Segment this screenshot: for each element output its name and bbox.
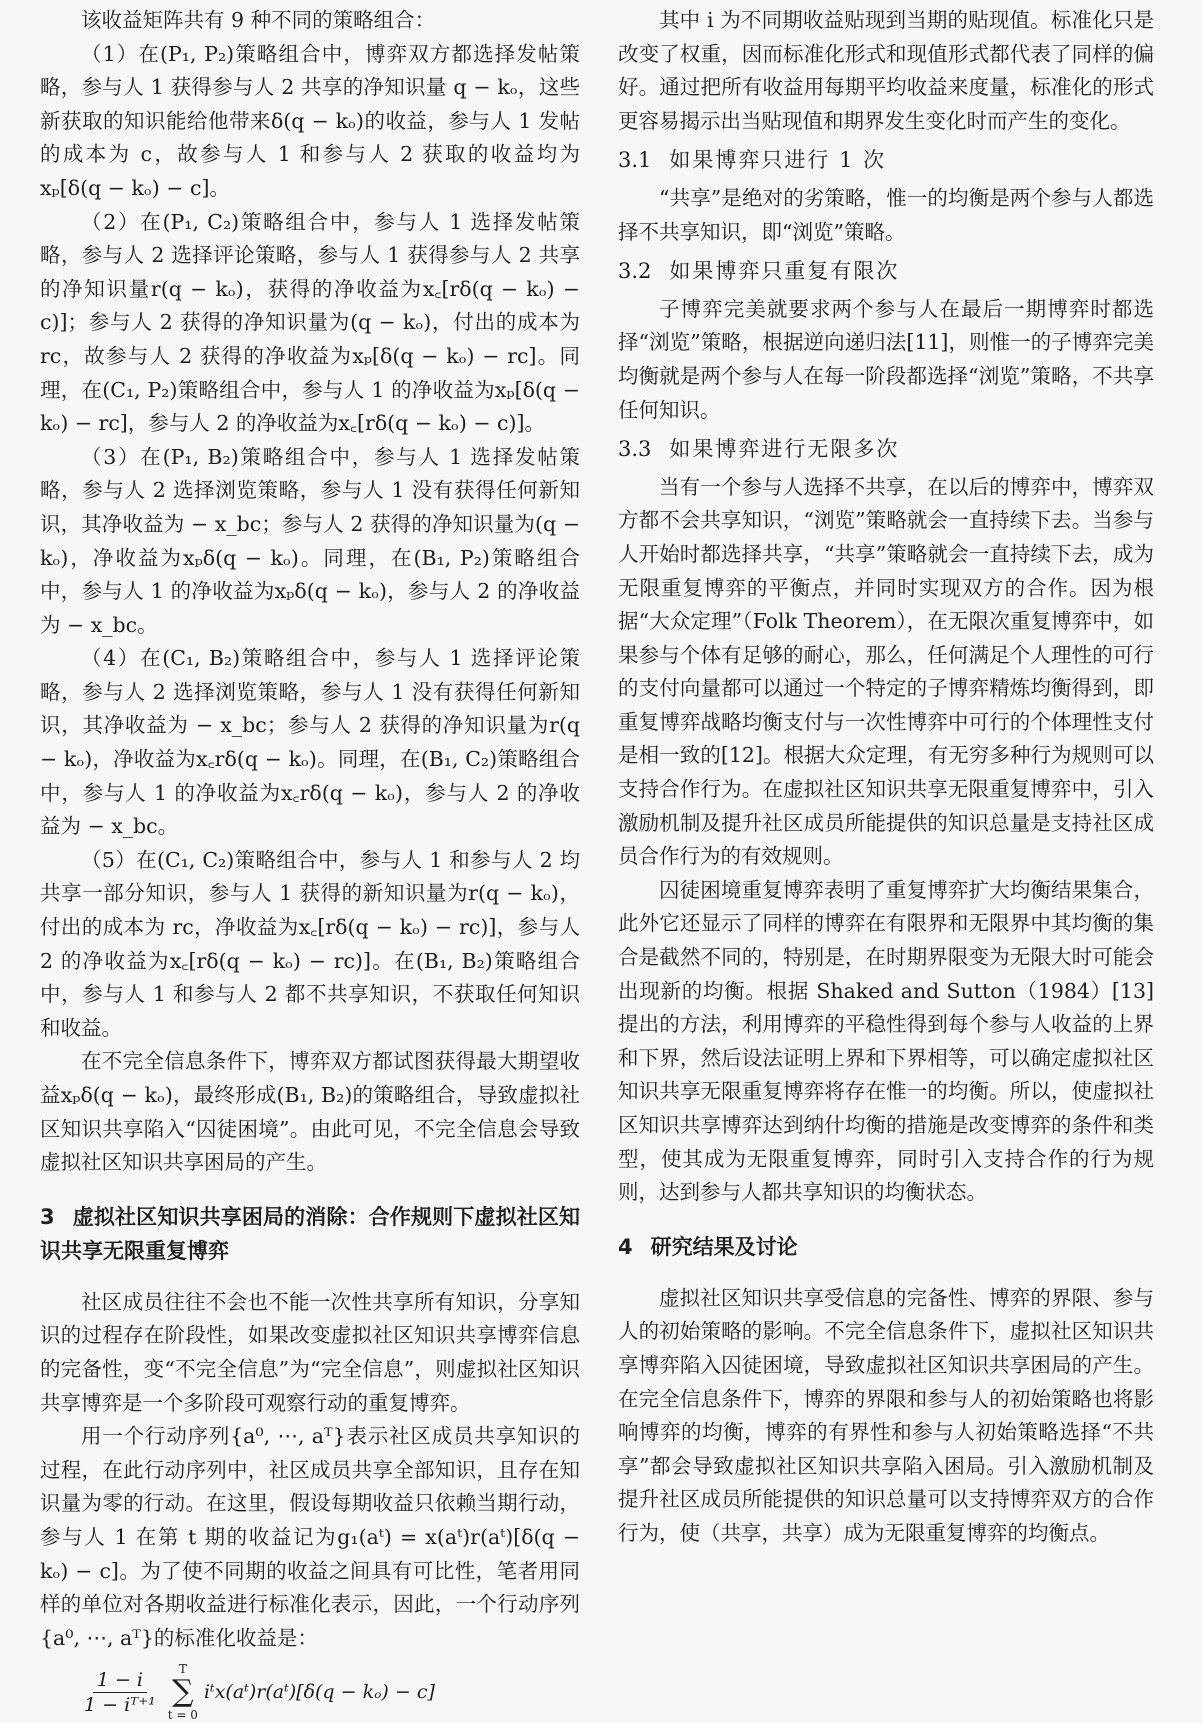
paragraph: （1）在(P₁, P₂)策略组合中，博弈双方都选择发帖策略，参与人 1 获得参与人 2 共享的净知识量 q − kₒ，这些新获取的知识能给他带来δ(q − kₒ)的收益，参与人 1 发帖的成本为 c，故参与人 1 和参与人 2 获取的收益均为xₚ[δ(q − kₒ) − c]。	[40, 41, 580, 200]
subsection-number: 3.1	[618, 148, 652, 173]
paragraph: 虚拟社区知识共享受信息的完备性、博弈的界限、参与人的初始策略的影响。不完全信息条件下，虚拟社区知识共享博弈陷入囚徒困境，导致虚拟社区知识共享困局的产生。在完全信息条件下，博弈的界限和参与人的初始策略也将影响博弈的均衡，博弈的有界性和参与人初始策略选择“不共享”都会导致虚拟社区知识共享陷入困局。引入激励机制及提升社区成员所能提供的知识总量可以支持博弈双方的合作行为，使（共享，共享）成为无限重复博弈的均衡点。	[618, 1285, 1154, 1545]
sum-upper-limit: T	[178, 1662, 187, 1677]
paragraph: （2）在(P₁, C₂)策略组合中，参与人 1 选择发帖策略，参与人 2 选择评论策略，参与人 1 获得参与人 2 共享的净知识量r(q − kₒ)，获得的净收益为x꜀[rδ(q − kₒ) − c)]；参与人 2 获得的净知识量为(q − kₒ)，付出的成本为 rc，故参与人 2 获得的净收益为xₚ[δ(q − kₒ) − rc]。同理，在(C₁, P₂)策略组合中，参与人 1 的净收益为xₚ[δ(q − kₒ) − rc]，参与人 2 的净收益为x꜀[rδ(q − kₒ) − c)]。	[40, 209, 580, 436]
subsection-title: 如果博弈只重复有限次	[669, 259, 900, 284]
formula-body: iᵗx(aᵗ)r(aᵗ)[δ(q − kₒ) − c]	[203, 1681, 435, 1704]
paragraph: 其中 i 为不同期收益贴现到当期的贴现值。标准化只是改变了权重，因而标准化形式和现值形式都代表了同样的偏好。通过把所有收益用每期平均收益来度量，标准化的形式更容易揭示出当贴现值和期界发生变化时而产生的变化。	[618, 8, 1154, 133]
subsection-number: 3.3	[618, 437, 652, 462]
paragraph: “共享”是绝对的劣策略，惟一的均衡是两个参与人都选择不共享知识，即“浏览”策略。	[618, 185, 1154, 244]
paragraph: 该收益矩阵共有 9 种不同的策略组合：	[81, 8, 436, 32]
paragraph: 用一个行动序列{a⁰, ⋯, aᵀ}表示社区成员共享知识的过程，在此行动序列中，社区成员共享全部知识，且存在知识量为零的行动。在这里，假设每期收益只依赖当期行动，参与人 1 在第 t 期的收益记为g₁(aᵗ) = x(aᵗ)r(aᵗ)[δ(q − kₒ) − c]。为了使不同期的收益之间具有可比性，笔者用同样的单位对各期收益进行标准化表示，因此，一个行动序列{a⁰, ⋯, aᵀ}的标准化收益是：	[40, 1424, 580, 1650]
paragraph: 囚徒困境重复博弈表明了重复博弈扩大均衡结果集合，此外它还显示了同样的博弈在有限界和无限界中其均衡的集合是截然不同的，特别是，在时期界限变为无限大时可能会出现新的均衡。根据 Shaked and Sutton（1984）[13]提出的方法，利用博弈的平稳性得到每个参与人收益的上界和下界，然后设法证明上界和下界相等，可以确定虚拟社区知识共享无限重复博弈将存在惟一的均衡。所以，使虚拟社区知识共享博弈达到纳什均衡的措施是改变博弈的条件和类型，使其成为无限重复博弈，同时引入支持合作的行为规则，达到参与人都共享知识的均衡状态。	[618, 877, 1154, 1205]
paragraph: （5）在(C₁, C₂)策略组合中，参与人 1 和参与人 2 均共享一部分知识，参与人 1 获得的新知识量为r(q − kₒ)，付出的成本为 rc，净收益为x꜀[rδ(q − kₒ) − rc)]，参与人 2 的净收益为x꜀[rδ(q − kₒ) − rc)]。在(B₁, B₂)策略组合中，参与人 1 和参与人 2 都不共享知识，不获取任何知识和收益。	[40, 847, 580, 1040]
subsection-heading-3-2	[618, 255, 1154, 289]
section-title: 虚拟社区知识共享困局的消除：合作规则下虚拟社区知识共享无限重复博弈	[40, 1204, 580, 1263]
section-number: 3	[40, 1204, 55, 1229]
subsection-title: 如果博弈进行无限多次	[669, 437, 900, 462]
paragraph: 子博弈完美就要求两个参与人在最后一期博弈时都选择“浏览”策略，根据逆向递归法[11]，则惟一的子博弈完美均衡就是两个参与人在每一阶段都选择“浏览”策略，不共享任何知识。	[618, 296, 1154, 422]
paragraph: 在不完全信息条件下，博弈双方都试图获得最大期望收益xₚδ(q − kₒ)，最终形成(B₁, B₂)的策略组合，导致虚拟社区知识共享陷入“囚徒困境”。由此可见，不完全信息会导致虚拟社区知识共享困局的产生。	[40, 1049, 580, 1175]
paragraph: 当有一个参与人选择不共享，在以后的博弈中，博弈双方都不会共享知识，“浏览”策略就会一直持续下去。当参与人开始时都选择共享，“共享”策略就会一直持续下去，成为无限重复博弈的平衡点，并同时实现双方的合作。因为根据“大众定理”（Folk Theorem），在无限次重复博弈中，如果参与个体有足够的耐心，那么，任何满足个人理性的可行的支付向量都可以通过一个特定的子博弈精炼均衡得到，即重复博弈战略均衡支付与一次性博弈中可行的个体理性支付是相一致的[12]。根据大众定理，有无穷多种行为规则可以支持合作行为。在虚拟社区知识共享无限重复博弈中，引入激励机制及提升社区成员所能提供的知识总量是支持社区成员合作行为的有效规则。	[618, 474, 1154, 869]
right-column	[618, 4, 1154, 1551]
subsection-title: 如果博弈只进行 1 次	[669, 148, 887, 173]
left-column	[40, 4, 580, 1723]
summation-symbol: T ∑ t = 0	[167, 1662, 198, 1723]
section-number: 4	[618, 1234, 633, 1259]
section-heading-3	[40, 1200, 580, 1268]
paragraph: （4）在(C₁, B₂)策略组合中，参与人 1 选择评论策略，参与人 2 选择浏览策略，参与人 1 没有获得任何新知识，其净收益为 − x_bc；参与人 2 获得的净知识量为r(q − kₒ)，净收益为x꜀rδ(q − kₒ)。同理，在(B₁, C₂)策略组合中，参与人 1 的净收益为x꜀rδ(q − kₒ)，参与人 2 的净收益为 − x_bc。	[40, 646, 580, 839]
paragraph: （3）在(P₁, B₂)策略组合中，参与人 1 选择发帖策略，参与人 2 选择浏览策略，参与人 1 没有获得任何新知识，其净收益为 − x_bc；参与人 2 获得的净知识量为(q − kₒ)，净收益为xₚδ(q − kₒ)。同理，在(B₁, P₂)策略组合中，参与人 1 的净收益为xₚδ(q − kₒ)，参与人 2 的净收益为 − x_bc。	[40, 444, 580, 637]
subsection-heading-3-3	[618, 433, 1154, 467]
formula-denominator: 1 − iᵀ⁺¹	[84, 1693, 156, 1716]
subsection-number: 3.2	[618, 259, 652, 284]
paragraph: 社区成员往往不会也不能一次性共享所有知识，分享知识的过程存在阶段性，如果改变虚拟社区知识共享博弈信息的完备性，变“不完全信息”为“完全信息”，则虚拟社区知识共享博弈是一个多阶段可观察行动的重复博弈。	[40, 1289, 580, 1415]
sum-lower-limit: t = 0	[167, 1708, 198, 1723]
normalized-payoff-formula	[80, 1661, 580, 1723]
formula-numerator: 1 − i	[93, 1668, 147, 1693]
section-title: 研究结果及讨论	[650, 1234, 798, 1259]
formula-fraction	[80, 1668, 160, 1717]
section-heading-4	[618, 1230, 1154, 1264]
subsection-heading-3-1	[618, 144, 1154, 178]
